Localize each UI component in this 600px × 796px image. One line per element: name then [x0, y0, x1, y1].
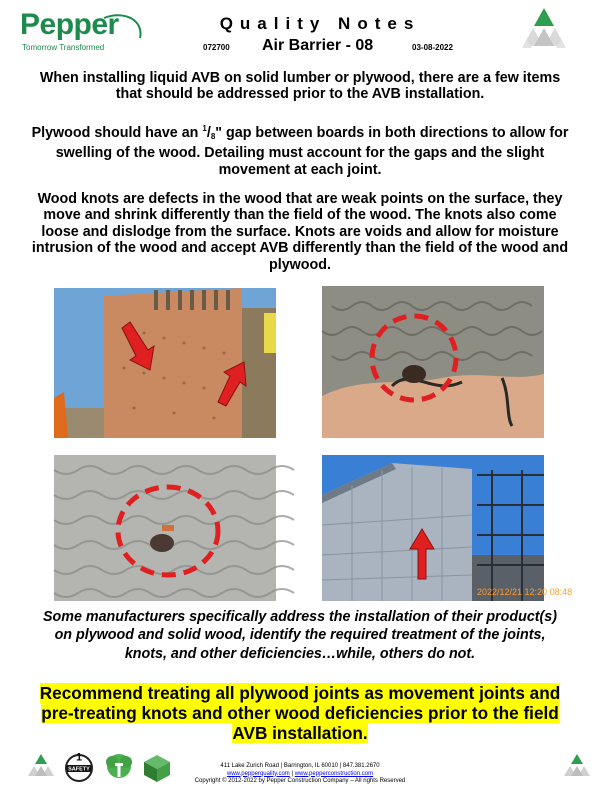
logo-tagline: Tomorrow Transformed — [22, 43, 105, 52]
footer-triangle-logo-icon — [24, 752, 58, 782]
pepperquality-link[interactable]: www.pepperquality.com — [226, 770, 290, 777]
photo-knot-closeup-2 — [54, 455, 276, 601]
intro-paragraph: When installing liquid AVB on solid lumber or plywood, there are a few items that should be addressed prior to the AVB installation. — [39, 70, 561, 103]
logo-swoosh-icon — [84, 12, 144, 56]
footer-link-separator: | — [289, 770, 295, 777]
svg-text:1: 1 — [75, 751, 83, 764]
gap-fraction-denominator: 8 — [210, 132, 216, 141]
footer-address: 411 Lake Zurich Road | Barrington, IL 60010 | 847.381.2670 — [220, 763, 380, 769]
safety-label: SAFETY — [68, 766, 90, 773]
page-title: Quality Notes — [219, 14, 421, 33]
manufacturers-paragraph: Some manufacturers specifically address the installation of their product(s) on plywood and solid wood, identify the required treatment of the joints, knots, and other deficiencies…while, others do not. — [42, 609, 558, 662]
pepper-logo — [20, 10, 135, 58]
photo-date-stamp: 2022/12/21 12:20 08:48 — [477, 587, 573, 597]
doc-date: 03-08-2022 — [412, 43, 453, 52]
safety-badge-icon — [64, 753, 94, 783]
photo-plywood-wall — [54, 288, 276, 438]
gap-fraction-slash: / — [206, 125, 211, 141]
footer — [150, 763, 450, 786]
gap-text-before: Plywood should have an — [31, 125, 203, 141]
footer-copyright: Copyright © 2012-2022 by Pepper Construction Company – All rights Reserved — [194, 778, 406, 785]
triangle-logo-icon — [516, 6, 572, 54]
knots-paragraph: Wood knots are defects in the wood that are weak points on the surface, they move and shrink differently than the field of the wood. The knots also come loose and dislodge from the surface. Knots are voids and allow for moisture intrusion of the wood and accept AVB differently than the field of the wood and plywood. — [31, 191, 569, 273]
photo-knot-closeup-1 — [322, 286, 544, 438]
footer-triangle-logo-right-icon — [560, 752, 594, 782]
gap-paragraph — [28, 121, 572, 178]
doc-number: 072700 — [203, 43, 230, 52]
photo-building-avb — [322, 455, 573, 601]
gap-fraction-numerator: 1 — [202, 124, 207, 133]
green-tree-icon — [104, 752, 134, 782]
pepperconstruction-link[interactable]: www.pepperconstruction.com — [294, 770, 374, 777]
logo-name: Pepper — [20, 8, 119, 41]
recommendation-paragraph — [30, 683, 570, 744]
doc-subject: Air Barrier - 08 — [262, 37, 374, 54]
gap-text-after: " gap between boards in both directions to allow for swelling of the wood. Detailing must account for the gaps and the slight movement at each joint. — [55, 125, 569, 178]
recommendation-highlight: Recommend treating all plywood joints as movement joints and pre-treating knots and other wood deficiencies prior to the field AVB installation. — [39, 683, 561, 744]
